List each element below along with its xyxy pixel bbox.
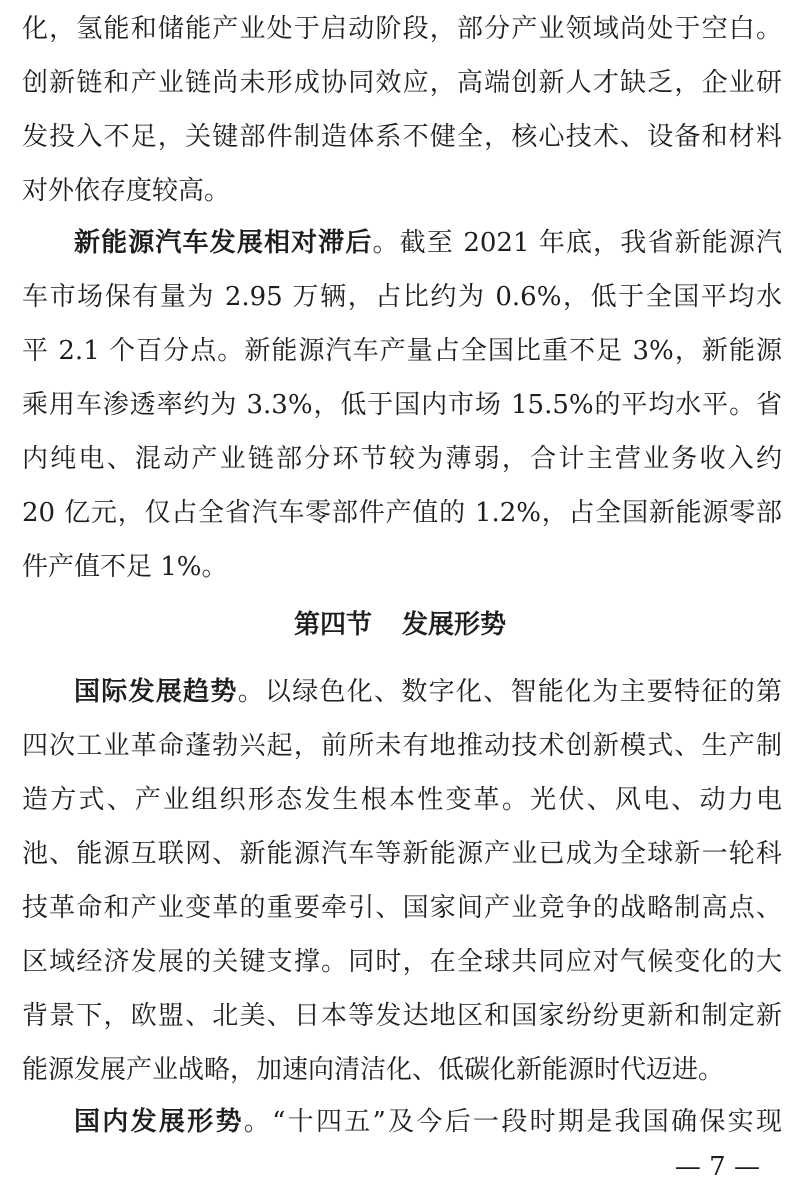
text-line (22, 216, 782, 270)
text-run: 。以绿色化、数字化、智能化为主要特征的第 (237, 677, 782, 707)
text-line: 平 2.1 个百分点。新能源汽车产量占全国比重不足 3%，新能源 (22, 336, 782, 366)
text-line: 内纯电、混动产业链部分环节较为薄弱，合计主营业务收入约 (22, 444, 782, 474)
paragraph-new-energy-vehicles (22, 216, 782, 594)
text-line: 发投入不足，关键部件制造体系不健全，核心技术、设备和材料 (22, 122, 782, 152)
section-heading (0, 605, 800, 645)
text-line: 车市场保有量为 2.95 万辆，占比约为 0.6%，低于全国平均水 (22, 282, 782, 312)
section-title: 发展形势 (402, 610, 507, 640)
text-line: 池、能源互联网、新能源汽车等新能源产业已成为全球新一轮科 (22, 839, 782, 869)
text-line: 背景下，欧盟、北美、日本等发达地区和国家纷纷更新和制定新 (22, 1001, 782, 1031)
paragraph-hydrogen-storage (22, 2, 782, 218)
text-line: 造方式、产业组织形态发生根本性变革。光伏、风电、动力电 (22, 785, 782, 815)
text-line: 乘用车渗透率约为 3.3%，低于国内市场 15.5%的平均水平。省 (22, 390, 782, 420)
text-line: 区域经济发展的关键支撑。同时，在全球共同应对气候变化的大 (22, 947, 782, 977)
paragraph-domestic-situation (22, 1095, 782, 1149)
text-line (22, 1095, 782, 1149)
paragraph-international-trends (22, 665, 782, 1097)
paragraph-lead: 国内发展形势 (74, 1107, 244, 1137)
text-line: 创新链和产业链尚未形成协同效应，高端创新人才缺乏，企业研 (22, 68, 782, 98)
text-run: 。“十四五”及今后一段时期是我国确保实现 (243, 1107, 782, 1137)
page-number: — 7 — (674, 1152, 760, 1182)
text-line: 对外依存度较高。 (22, 176, 231, 206)
text-line: 四次工业革命蓬勃兴起，前所未有地推动技术创新模式、生产制 (22, 731, 782, 761)
text-line: 20 亿元，仅占全省汽车零部件产值的 1.2%，占全国新能源零部 (22, 498, 782, 528)
text-line: 技革命和产业变革的重要牵引、国家间产业竞争的战略制高点、 (22, 893, 782, 923)
paragraph-lead: 国际发展趋势 (74, 677, 238, 707)
section-number: 第四节 (293, 610, 372, 640)
text-run: 。截至 2021 年底，我省新能源汽 (372, 228, 782, 258)
text-line (22, 665, 782, 719)
text-line: 能源发展产业战略，加速向清洁化、低碳化新能源时代迈进。 (22, 1055, 725, 1085)
paragraph-lead: 新能源汽车发展相对滞后 (74, 228, 373, 258)
text-line: 化，氢能和储能产业处于启动阶段，部分产业领域尚处于空白。 (22, 14, 782, 44)
text-line: 件产值不足 1%。 (22, 552, 228, 582)
